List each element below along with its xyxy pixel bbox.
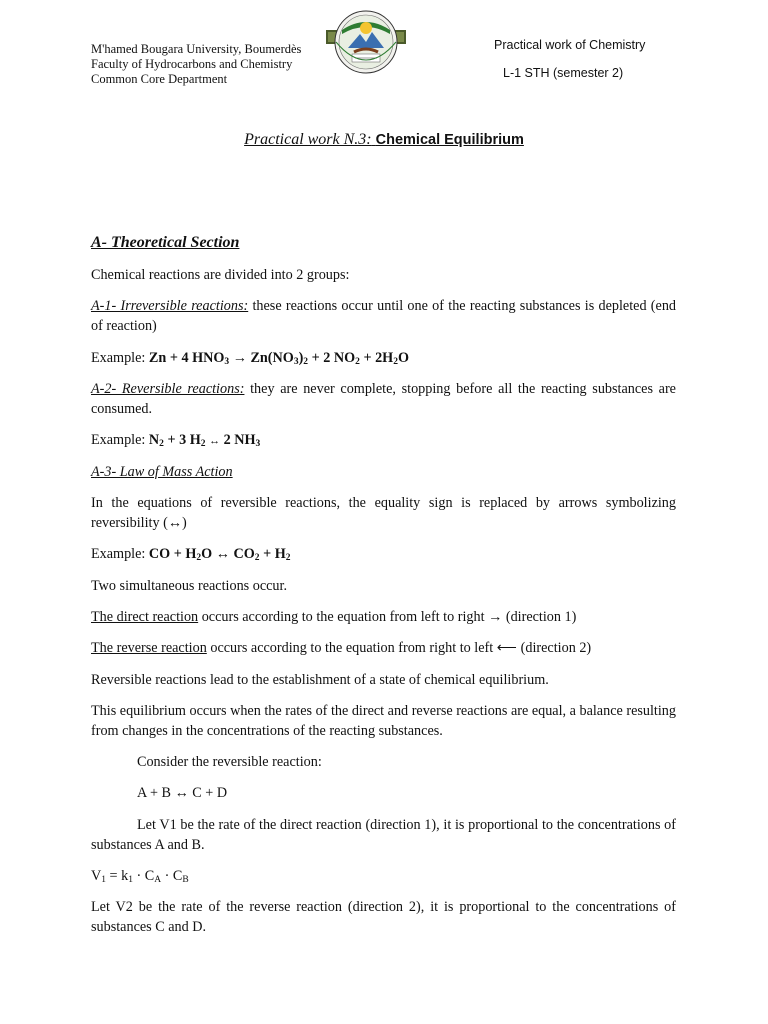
lead-paragraph: Reversible reactions lead to the establishment of a state of chemical equilibrium. — [91, 672, 549, 688]
reversible-text: they are never complete, stopping before all the reacting substances are consumed. — [91, 381, 676, 417]
reverse-label: The reverse reaction — [91, 640, 207, 656]
direct-reaction-line — [91, 608, 676, 628]
two-reactions-line: Two simultaneous reactions occur. — [91, 578, 288, 594]
example-label: Example: — [91, 546, 146, 562]
equation-co: CO + $H_2O$ ↔ $CO_2 + H_2$ — [148, 546, 291, 563]
faculty-name: Faculty of Hydrocarbons and Chemistry — [91, 57, 293, 71]
example-irreversible — [91, 349, 676, 369]
university-logo — [326, 8, 406, 78]
reverse-reaction-line — [91, 639, 676, 659]
course-name: Practical work of Chemistry — [494, 38, 646, 52]
department-name: Common Core Department — [91, 72, 228, 86]
direct-label: The direct reaction — [91, 609, 199, 625]
v1-paragraph: Let V1 be the rate of the direct reaction (direction 1), it is proportional to the concentrations of substances A and B. — [91, 817, 676, 853]
irreversible-text: these reactions occur until one of the reacting substances is depleted (end of reaction) — [91, 298, 677, 334]
example-label: Example: — [91, 350, 146, 366]
institution-block — [91, 42, 301, 87]
page-title — [0, 131, 768, 149]
consider-line: Consider the reversible reaction: — [137, 754, 322, 770]
section-heading: A- Theoretical Section — [91, 234, 240, 251]
v1-formula: $V_1 = k_1 \cdot C_A \cdot C_B$ — [91, 868, 189, 885]
university-name: M'hamed Bougara University, Boumerdès — [91, 42, 302, 56]
irreversible-label: A-1- Irreversible reactions: — [91, 298, 249, 314]
mass-action-heading: A-3- Law of Mass Action — [91, 464, 233, 480]
reversible-paragraph — [91, 380, 676, 419]
reversible-label: A-2- Reversible reactions: — [91, 381, 245, 397]
reverse-text: occurs according to the equation from right to left ⟵ (direction 2) — [206, 640, 592, 656]
example-label: Example: — [91, 432, 146, 448]
equilibrium-paragraph: This equilibrium occurs when the rates of the direct and reverse reactions are equal, a balance resulting from changes in the concentrations of the reacting substances. — [91, 703, 676, 739]
equation-zinc: Zn + 4 $HNO_3 \to Zn(NO_3)_2 + 2$ $NO_2 + 2H_2O$ — [148, 350, 410, 367]
course-level: L-1 STH (semester 2) — [503, 66, 624, 80]
mass-action-paragraph: In the equations of reversible reactions, the equality sign is replaced by arrows symbolizing reversibility (↔) — [91, 495, 676, 531]
example-reversible — [91, 431, 676, 452]
title-prefix: Practical work N.3: — [244, 131, 372, 148]
intro-paragraph: Chemical reactions are divided into 2 groups: — [91, 267, 350, 283]
title-topic: Chemical Equilibrium — [375, 132, 524, 148]
equation-ammonia: $N_2 + 3$ $H_2$ ↔ 2 $NH_3$ — [148, 432, 261, 449]
irreversible-paragraph — [91, 297, 676, 336]
direct-text: occurs according to the equation from left to right → (direction 1) — [198, 609, 577, 625]
generic-reaction: A + B ↔ C + D — [137, 785, 228, 801]
v2-paragraph: Let V2 be the rate of the reverse reaction (direction 2), it is proportional to the concentrations of substances C and D. — [91, 899, 676, 935]
example-co — [91, 545, 676, 565]
